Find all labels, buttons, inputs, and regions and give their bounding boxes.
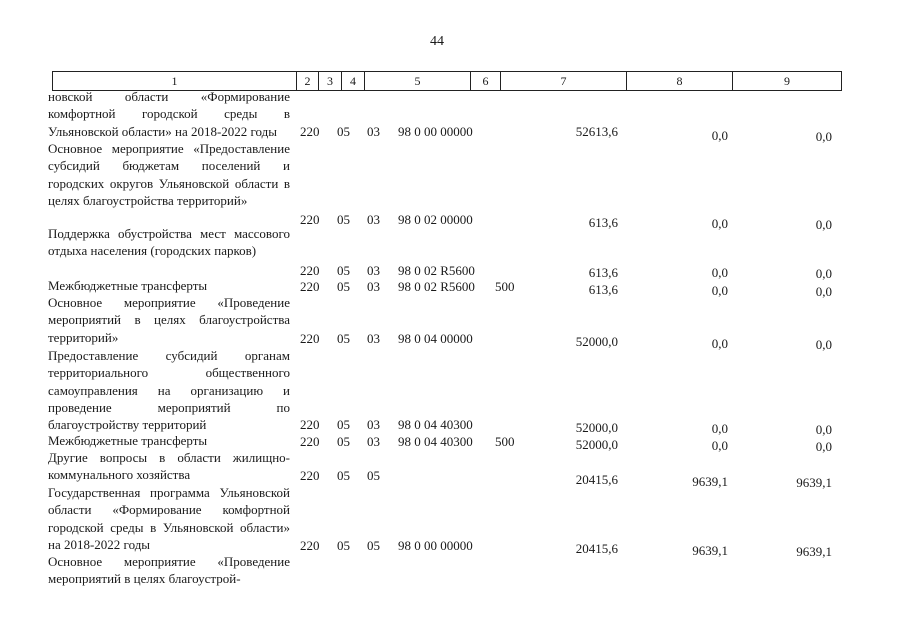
cell-sum-2: 0,0	[711, 421, 728, 436]
cell-sum-2: 0,0	[711, 438, 728, 453]
cell-subsection: 03	[367, 263, 380, 278]
cell-section: 05	[337, 434, 350, 449]
cell-target: 98 0 02 R5600	[398, 263, 475, 278]
cell-section: 05	[337, 538, 350, 553]
cell-sum-2: 0,0	[711, 283, 728, 298]
cell-sum-3: 0,0	[815, 284, 832, 299]
row-description: Основное мероприятие «Проведение мероприятий в целях благоустройства территорий»	[48, 295, 290, 345]
cell-sum-1: 52000,0	[575, 420, 618, 435]
cell-subsection: 03	[367, 212, 380, 227]
cell-target: 98 0 04 40300	[398, 417, 473, 432]
cell-sum-3: 0,0	[815, 129, 832, 144]
cell-sum-2: 0,0	[711, 128, 728, 143]
cell-code: 220	[300, 124, 320, 139]
header-col-4: 4	[342, 72, 365, 90]
row-description: Предоставление субсидий органам территориального общественного самоуправления на организацию и проведение мероприятий по благоустройству территорий	[48, 348, 290, 433]
cell-code: 220	[300, 468, 320, 483]
cell-section: 05	[337, 279, 350, 294]
cell-subsection: 05	[367, 468, 380, 483]
header-col-3: 3	[319, 72, 342, 90]
cell-sum-1: 613,6	[588, 265, 618, 280]
cell-code: 220	[300, 331, 320, 346]
cell-code: 220	[300, 434, 320, 449]
cell-sum-2: 0,0	[711, 336, 728, 351]
row-description: Основное мероприятие «Предоставление субсидий бюджетам поселений и городских округов Ульяновской области в целях благоустройства территорий»	[48, 141, 290, 208]
cell-sum-2: 0,0	[711, 265, 728, 280]
cell-sum-1: 52613,6	[575, 124, 618, 139]
cell-sum-1: 20415,6	[575, 472, 618, 487]
row-description: Другие вопросы в области жилищно-коммунального хозяйства	[48, 450, 290, 483]
cell-subsection: 03	[367, 279, 380, 294]
row-description: новской области «Формирование комфортной городской среды в Ульяновской области» на 2018-2022 годы	[48, 89, 290, 139]
cell-section: 05	[337, 417, 350, 432]
cell-sum-3: 0,0	[815, 422, 832, 437]
row-description: Межбюджетные трансферты	[48, 433, 208, 448]
header-col-7: 7	[501, 72, 627, 90]
cell-sum-3: 0,0	[815, 266, 832, 281]
cell-code: 220	[300, 279, 320, 294]
cell-target: 98 0 04 00000	[398, 331, 473, 346]
cell-sum-2: 9639,1	[692, 474, 728, 489]
cell-target: 98 0 00 00000	[398, 124, 473, 139]
cell-subsection: 03	[367, 331, 380, 346]
cell-code: 220	[300, 538, 320, 553]
cell-target: 98 0 00 00000	[398, 538, 473, 553]
cell-section: 05	[337, 468, 350, 483]
header-col-1: 1	[53, 72, 297, 90]
cell-section: 05	[337, 263, 350, 278]
row-description: Основное мероприятие «Проведение мероприятий в целях благоустрой-	[48, 554, 290, 587]
header-col-5: 5	[365, 72, 471, 90]
row-description: Поддержка обустройства мест массового отдыха населения (городских парков)	[48, 226, 290, 259]
cell-sum-3: 0,0	[815, 337, 832, 352]
cell-subsection: 05	[367, 538, 380, 553]
row-description: Межбюджетные трансферты	[48, 278, 208, 293]
header-col-9: 9	[784, 74, 790, 88]
cell-type: 500	[495, 434, 515, 449]
cell-sum-1: 613,6	[588, 282, 618, 297]
cell-sum-1: 52000,0	[575, 437, 618, 452]
cell-sum-3: 9639,1	[796, 475, 832, 490]
cell-target: 98 0 02 00000	[398, 212, 473, 227]
header-col-6: 6	[471, 72, 501, 90]
cell-target: 98 0 02 R5600	[398, 279, 475, 294]
header-col-2: 2	[297, 72, 319, 90]
cell-subsection: 03	[367, 124, 380, 139]
cell-sum-3: 9639,1	[796, 544, 832, 559]
cell-sum-2: 9639,1	[692, 543, 728, 558]
cell-section: 05	[337, 124, 350, 139]
cell-sum-1: 20415,6	[575, 541, 618, 556]
cell-type: 500	[495, 279, 515, 294]
cell-sum-3: 0,0	[815, 217, 832, 232]
cell-subsection: 03	[367, 417, 380, 432]
cell-target: 98 0 04 40300	[398, 434, 473, 449]
row-description: Государственная программа Ульяновской области «Формирование комфортной городской среды в Ульяновской области» на 2018-2022 годы	[48, 485, 290, 552]
cell-section: 05	[337, 212, 350, 227]
cell-sum-2: 0,0	[711, 216, 728, 231]
page-number: 44	[430, 34, 444, 49]
cell-code: 220	[300, 263, 320, 278]
header-col-8: 8	[627, 72, 733, 90]
cell-code: 220	[300, 212, 320, 227]
cell-section: 05	[337, 331, 350, 346]
cell-sum-3: 0,0	[815, 439, 832, 454]
cell-subsection: 03	[367, 434, 380, 449]
cell-code: 220	[300, 417, 320, 432]
cell-sum-1: 52000,0	[575, 334, 618, 349]
cell-sum-1: 613,6	[588, 215, 618, 230]
